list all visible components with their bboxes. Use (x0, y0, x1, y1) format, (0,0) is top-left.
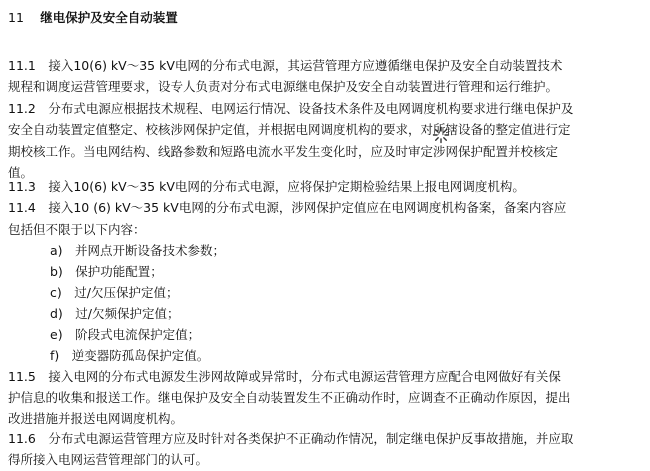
paragraph-line: 规程和调度运营管理要求，设专人负责对分布式电源继电保护及安全自动装置进行管理和运行维护。 (8, 79, 559, 94)
busy-cursor-icon (432, 126, 450, 144)
section-heading (8, 8, 178, 28)
paragraph-line: 安全自动装置定值整定、校核涉网保护定值，并根据电网调度机构的要求，对所辖设备的整定值进行定 (8, 122, 571, 137)
paragraph-line: 包括但不限于以下内容： (8, 222, 146, 237)
list-item: e) 阶段式电流保护定值； (50, 327, 201, 342)
section-title: 继电保护及安全自动装置 (40, 10, 178, 25)
paragraph-line: 11.5 接入电网的分布式电源发生涉网故障或异常时，分布式电源运营管理方应配合电网做好有关保 (8, 369, 561, 384)
paragraph-line: 11.1 接入10(6) kV～35 kV电网的分布式电源，其运营管理方应遵循继电保护及安全自动装置技术 (8, 58, 563, 73)
paragraph-line: 11.3 接入10(6) kV～35 kV电网的分布式电源，应将保护定期检验结果上报电网调度机构。 (8, 179, 525, 194)
paragraph-line: 11.6 分布式电源运营管理方应及时针对各类保护不正确动作情况，制定继电保护反事故措施，并应取 (8, 431, 574, 446)
list-item: c) 过/欠压保护定值； (50, 285, 179, 300)
paragraph-line: 值。 (8, 165, 34, 180)
paragraph-line: 期校核工作。当电网结构、线路参数和短路电流水平发生变化时，应及时审定涉网保护配置并校核定 (8, 144, 559, 159)
list-item: b) 保护功能配置； (50, 264, 163, 279)
paragraph-line: 得所接入电网运营管理部门的认可。 (8, 452, 209, 467)
paragraph-line: 11.4 接入10 (6) kV～35 kV电网的分布式电源，涉网保护定值应在电网调度机构备案，备案内容应 (8, 200, 567, 215)
section-number: 11 (8, 10, 24, 25)
paragraph-line: 护信息的收集和报送工作。继电保护及安全自动装置发生不正确动作时，应调查不正确动作原因，提出 (8, 390, 571, 405)
list-item: a) 并网点开断设备技术参数； (50, 243, 226, 258)
paragraph-line: 11.2 分布式电源应根据技术规程、电网运行情况、设备技术条件及电网调度机构要求进行继电保护及 (8, 101, 574, 116)
list-item: f) 逆变器防孤岛保护定值。 (50, 348, 210, 363)
paragraph-line: 改进措施并报送电网调度机构。 (8, 411, 184, 426)
list-item: d) 过/欠频保护定值； (50, 306, 180, 321)
